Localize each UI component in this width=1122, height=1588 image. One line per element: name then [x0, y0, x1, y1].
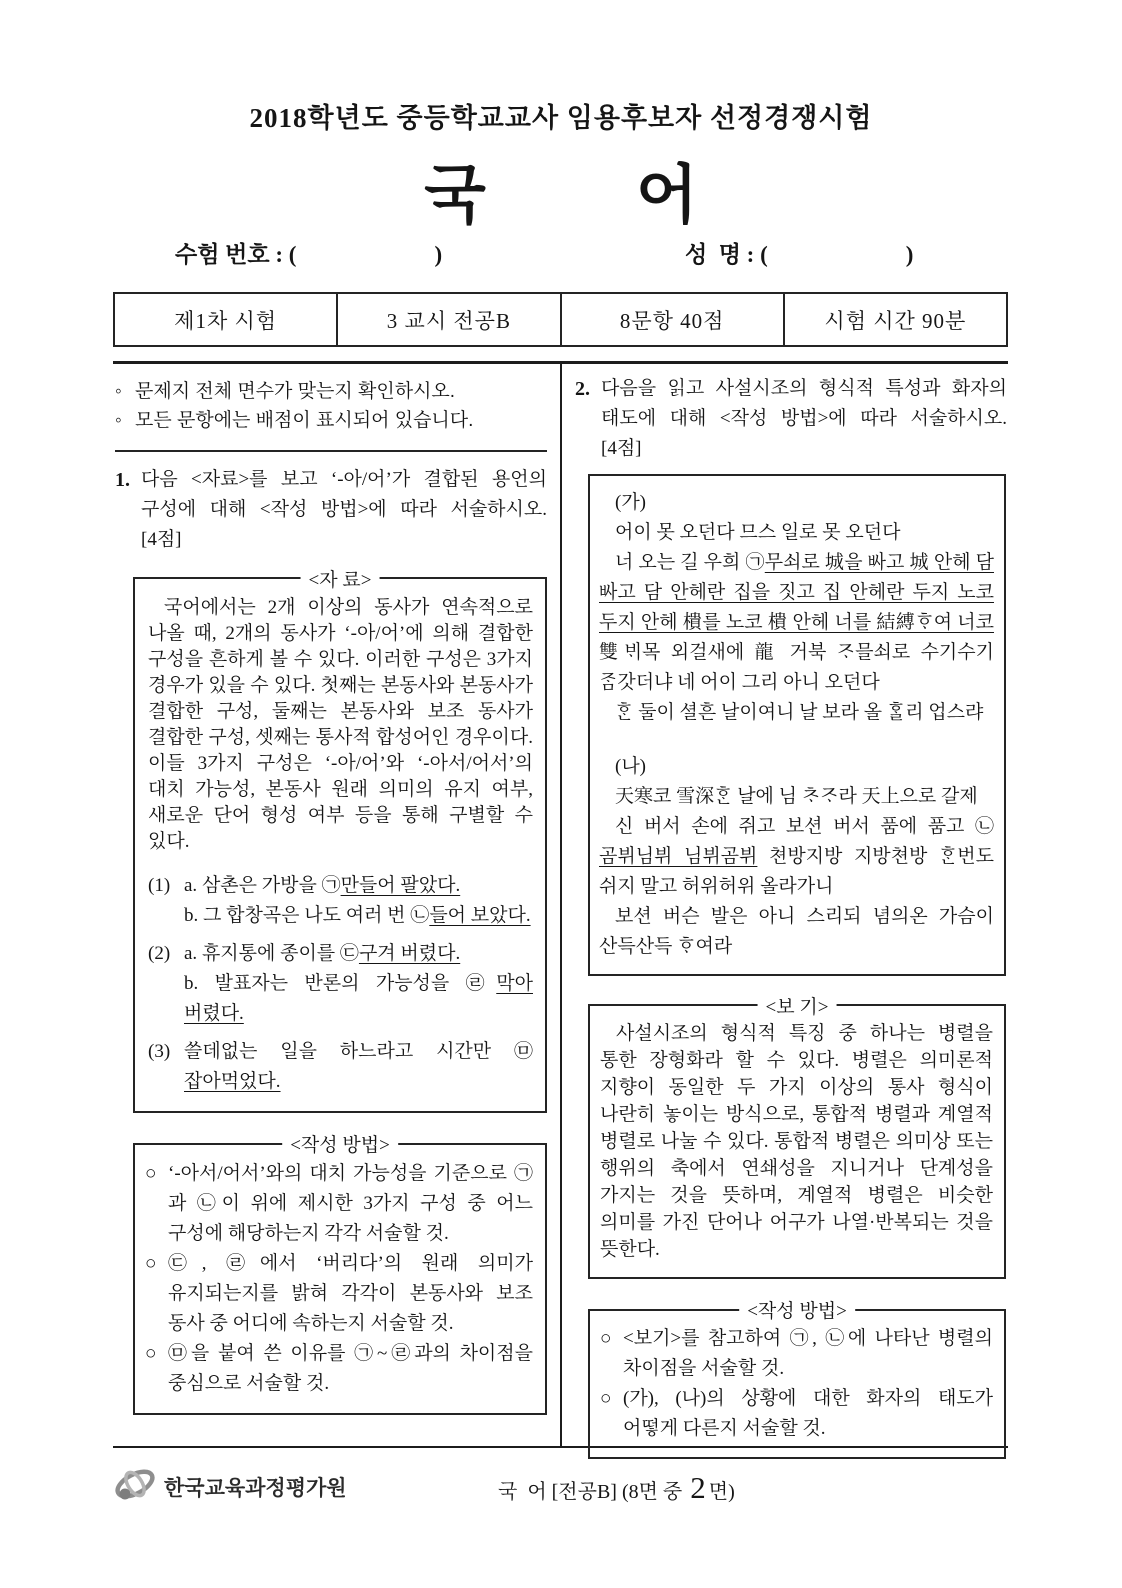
method-item	[600, 1384, 993, 1444]
poem-b-line-1: 天寒코 雪深ᄒᆞᆫ 날에 님 ᄎᆞᄌᆞ라 天上으로 갈제	[615, 786, 978, 807]
column-divider	[560, 364, 562, 1446]
q1-data-box-label: <자 료>	[301, 565, 380, 592]
example-pre-text: 삼촌은 가방을	[201, 875, 322, 896]
example-pre-text: 쓸데없는 일을 하느라고 시간만	[184, 1041, 514, 1062]
q1-data-box	[133, 570, 547, 1113]
example-pre-text: 휴지통에 종이를	[201, 943, 340, 964]
question-2-prompt: 다음을 읽고 사설시조의 형식적 특성과 화자의 태도에 대해 <작성 방법>에 따라 서술하시오. [4점]	[601, 378, 1007, 459]
poem-a-line-3: ᄒᆞᆫ 둘이 셜흔 날이여니 날 보라 올 ᄒᆞᆯ리 업스랴	[615, 702, 984, 723]
poem-b-line-3: 보션 버슨 발은 아니 스리되 념의온 가슴이 산득산득 ᄒᆞ여라	[599, 906, 994, 957]
kice-logo-icon	[112, 1463, 158, 1510]
question-1-prompt: 다음 <자료>를 보고 ‘-아/어’가 결합된 용언의 구성에 대해 <작성 방법>에 따라 서술하시오. [4점]	[141, 469, 547, 550]
subject-char-2: 어	[636, 160, 698, 231]
poem-b-line-2-post: 쳔방지방 지방쳔방 ᄒᆞᆫ번도 쉬지 말고 허위허위 올라가니	[599, 846, 994, 897]
footer-org-name: 한국교육과정평가원	[164, 1476, 347, 1500]
example-number: (3)	[148, 1041, 175, 1062]
poem-a-line-2-post: 雙ᄇᆡ목 외걸새에 龍 거북 ᄌᆞ믈쇠로 수기수기 ᄌᆞᆷ갓더냐 네 어이 그리 아니 오던다	[599, 642, 994, 693]
footer-page-pre: 국 어 [전공B] (8면 중	[498, 1481, 683, 1503]
method-bullet: ○	[145, 1163, 157, 1184]
example-letter: a.	[184, 875, 202, 896]
circled-mark: ㉤	[513, 1041, 533, 1062]
method-item-text: ‘-아서/어서’와의 대치 가능성을 기준으로 ㉠과 ㉡이 위에 제시한 3가지 구성 중 어느 구성에 해당하는지 각각 서술할 것.	[168, 1163, 533, 1244]
method-bullet: ○	[145, 1253, 157, 1274]
example-text	[184, 871, 533, 901]
footer-page-indicator	[498, 1470, 735, 1506]
info-cell-session: 제1차 시험	[114, 293, 337, 346]
footer-page-number: 2	[690, 1470, 706, 1505]
example-number	[148, 969, 184, 1029]
q2-method-box	[588, 1301, 1006, 1459]
example-text	[184, 969, 533, 1029]
question-2	[575, 374, 1007, 464]
method-item	[600, 1324, 993, 1384]
underlined-phrase: 막아 버렸다.	[184, 973, 533, 1024]
q1-method-box	[133, 1135, 547, 1415]
notice-text: 문제지 전체 면수가 맞는지 확인하시오.	[135, 381, 456, 402]
example-row	[148, 901, 533, 931]
method-bullet: ○	[145, 1343, 157, 1364]
subject-char-1: 국	[424, 160, 486, 231]
example-letter: a.	[184, 943, 202, 964]
subject-title	[0, 144, 1122, 236]
example-row	[148, 1037, 533, 1097]
q2-reference-box-label: <보 기>	[758, 992, 837, 1019]
example-number	[148, 901, 184, 931]
q2-passage-box	[588, 474, 1006, 976]
example-row	[148, 871, 533, 901]
name-field: 성 명 : ( )	[685, 242, 914, 267]
example-row	[148, 969, 533, 1029]
method-item-text: <보기>를 참고하여 ㉠, ㉡에 나타난 병렬의 차이점을 서술할 것.	[623, 1328, 993, 1379]
example-pre-text: 그 합창곡은 나도 여러 번	[203, 905, 411, 926]
question-1-number: 1.	[115, 469, 130, 491]
underlined-phrase: 잡아먹었다.	[184, 1071, 281, 1092]
example-letter: b.	[184, 905, 203, 926]
poem-b-line-2	[599, 812, 994, 902]
q1-examples	[148, 871, 533, 1097]
notice-bullet: ◦	[115, 410, 122, 431]
q2-reference-box	[588, 997, 1006, 1279]
circled-mark: ㉡	[410, 905, 430, 926]
method-item	[145, 1159, 533, 1249]
footer-organization	[112, 1463, 347, 1510]
method-bullet: ○	[600, 1388, 612, 1409]
method-item-text: (가), (나)의 상황에 대한 화자의 태도가 어떻게 다른지 서술할 것.	[623, 1388, 993, 1439]
circled-mark: ㉠	[745, 552, 765, 573]
exam-info-table	[113, 292, 1008, 347]
method-item	[145, 1339, 533, 1399]
q1-data-paragraph: 국어에서는 2개 이상의 동사가 연속적으로 나올 때, 2개의 동사가 ‘-아/어’에 의해 결합한 구성을 흔하게 볼 수 있다. 이러한 구성은 3가지 경우가 있을 수 있다. 첫째는 본동사와 본동사가 결합한 구성, 둘째는 본동사와 보조 동사가 결합한 구성, 셋째는 통사적 합성어인 경우이다. 이들 3가지 구성은 ‘-아/어’와 ‘-아서/어서’의 대치 가능성, 본동사 원래 의미의 유지 여부, 새로운 단어 형성 여부 등을 통해 구별할 수 있다.	[148, 597, 533, 852]
example-text	[184, 901, 533, 931]
underlined-phrase: 구겨 버렸다.	[358, 943, 461, 964]
left-column	[115, 364, 547, 1415]
example-text	[184, 939, 533, 969]
circled-mark: ㉠	[321, 875, 341, 896]
notice-text: 모든 문항에는 배점이 표시되어 있습니다.	[135, 410, 474, 431]
poem-a-line-1: 어이 못 오던다 므스 일로 못 오던다	[615, 522, 901, 543]
example-number: (2)	[148, 943, 175, 964]
notices	[115, 377, 547, 435]
right-column	[575, 364, 1007, 1459]
example-text	[184, 1037, 533, 1097]
notice-bullet: ◦	[115, 381, 122, 402]
method-bullet: ○	[600, 1328, 612, 1349]
poem-b-line-2-pre: 신 버서 손에 쥐고 보션 버서 품에 품고	[615, 816, 975, 837]
exam-number-field: 수험 번호 : ( )	[175, 242, 443, 267]
question-2-number: 2.	[575, 378, 590, 400]
example-letter: b.	[184, 973, 215, 994]
poem-a-line-2-pre: 너 오는 길 우희	[615, 552, 746, 573]
underlined-phrase: 곰뷔님뷔 님뷔곰뷔	[599, 846, 758, 867]
info-cell-points: 8문항 40점	[561, 293, 784, 346]
method-item	[145, 1249, 533, 1339]
circled-mark: ㉡	[974, 816, 994, 837]
info-cell-period: 3 교시 전공B	[337, 293, 560, 346]
underlined-phrase: 들어 보았다.	[429, 905, 531, 926]
example-pre-text: 발표자는 반론의 가능성을	[214, 973, 466, 994]
underlined-phrase: 무쇠로 城을 ᄡᅡ고 城 안헤 담 ᄡᅡ고 담 안헤란 집을 짓고 집 안헤란 두지 노코 두지 안헤 樻를 노코 樻 안헤 너를 結縛ᄒᆞ여 너코	[599, 552, 994, 633]
poem-a-line-2	[599, 548, 994, 698]
notice-line	[115, 406, 547, 435]
notices-divider	[115, 450, 547, 452]
notice-line	[115, 377, 547, 406]
info-cell-duration: 시험 시간 90분	[784, 293, 1007, 346]
exam-session-title: 2018학년도 중등학교교사 임용후보자 선정경쟁시험	[249, 103, 873, 133]
example-number: (1)	[148, 875, 175, 896]
q2-method-box-label: <작성 방법>	[739, 1297, 855, 1327]
q2-reference-paragraph: 사설시조의 형식적 특징 중 하나는 병렬을 통한 장형화라 할 수 있다. 병렬은 의미론적 지향이 동일한 두 가지 이상의 통사 형식이 나란히 놓이는 방식으로, 통합적 병렬과 계열적 병렬로 나눌 수 있다. 통합적 병렬은 의미상 또는 행위의 축에서 연쇄성을 지니거나 단계성을 가지는 것을 뜻하며, 계열적 병렬은 비슷한 의미를 가진 단어나 어구가 나열·반복되는 것을 뜻한다.	[600, 1023, 993, 1260]
poem-a-label: (가)	[615, 492, 647, 513]
method-item-text: ㉢, ㉣에서 ‘버리다’의 원래 의미가 유지되는지를 밝혀 각각이 본동사와 보조 동사 중 어디에 속하는지 서술할 것.	[168, 1253, 533, 1334]
circled-mark: ㉢	[339, 943, 359, 964]
method-item-text: ㉤을 붙여 쓴 이유를 ㉠~㉣과의 차이점을 중심으로 서술할 것.	[168, 1343, 533, 1394]
poem-b-label: (나)	[615, 756, 647, 777]
content-area	[113, 361, 1008, 1448]
circled-mark: ㉣	[465, 973, 497, 994]
q1-method-box-label: <작성 방법>	[282, 1131, 398, 1161]
question-1	[115, 465, 547, 555]
underlined-phrase: 만들어 팔았다.	[340, 875, 461, 896]
footer-page-post: 면)	[708, 1481, 735, 1503]
example-row	[148, 939, 533, 969]
